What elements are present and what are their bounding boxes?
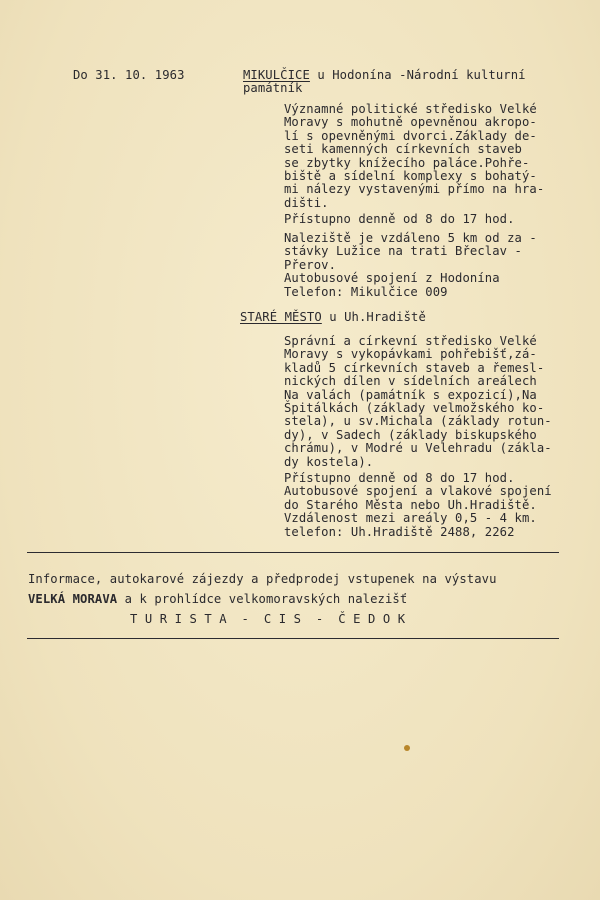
divider-bottom xyxy=(27,638,559,639)
site1-heading-line2: památník xyxy=(243,81,303,96)
footer-info-line1: Informace, autokarové zájezdy a předprodej vstupenek na výstavu xyxy=(28,572,497,586)
site1-heading xyxy=(243,69,573,96)
exhibition-name: VELKÁ MORAVA xyxy=(28,592,118,606)
site2-description: Správní a církevní středisko Velké Moravy s vykopávkami pohřebišť,zá- kladů 5 církevních staveb a řemesl- nických dílen v sídelních areálech Na valách (památník s expozicí),Na Špitálkách (základy velmožského ko- stela), u sv.Michala (základy rotun- dy), v Sadech (základy biskupského chrámu), v Modré u Velehradu (zákla- dy kostela). xyxy=(284,334,552,469)
footer-info-line2-rest: a k prohlídce velkomoravských nalezišť xyxy=(117,592,408,606)
ink-spot xyxy=(404,745,410,751)
exhibition-date: Do 31. 10. 1963 xyxy=(73,68,185,82)
site2-heading xyxy=(240,311,426,324)
site1-name: MIKULČICE xyxy=(243,68,310,82)
site2-name: STARÉ MĚSTO xyxy=(240,310,322,324)
footer-agencies: T U R I S T A - C I S - Č E D O K xyxy=(130,612,406,626)
site2-heading-rest: u Uh.Hradiště xyxy=(321,310,426,324)
site1-heading-rest: u Hodonína -Národní kulturní xyxy=(309,68,526,82)
site1-transport: Naleziště je vzdáleno 5 km od za - stávky Lužice na trati Břeclav - Přerov. Autobusové spojení z Hodonína Telefon: Mikulčice 009 xyxy=(284,231,537,299)
footer-info-line2 xyxy=(28,593,588,606)
site1-hours: Přístupno denně od 8 do 17 hod. xyxy=(284,212,515,226)
site1-description: Významné politické středisko Velké Moravy s mohutně opevněnou akropo- lí s opevněnými dvorci.Základy de- seti kamenných církevních staveb se zbytky knížecího paláce.Pohře- biště a sídelní komplexy s bohatý- mi nálezy vystavenými přímo na hra- dišti. xyxy=(284,102,545,210)
site2-info: Přístupno denně od 8 do 17 hod. Autobusové spojení a vlakové spojení do Starého Města nebo Uh.Hradiště. Vzdálenost mezi areály 0,5 - 4 km. telefon: Uh.Hradiště 2488, 2262 xyxy=(284,471,552,539)
divider-top xyxy=(27,552,559,553)
